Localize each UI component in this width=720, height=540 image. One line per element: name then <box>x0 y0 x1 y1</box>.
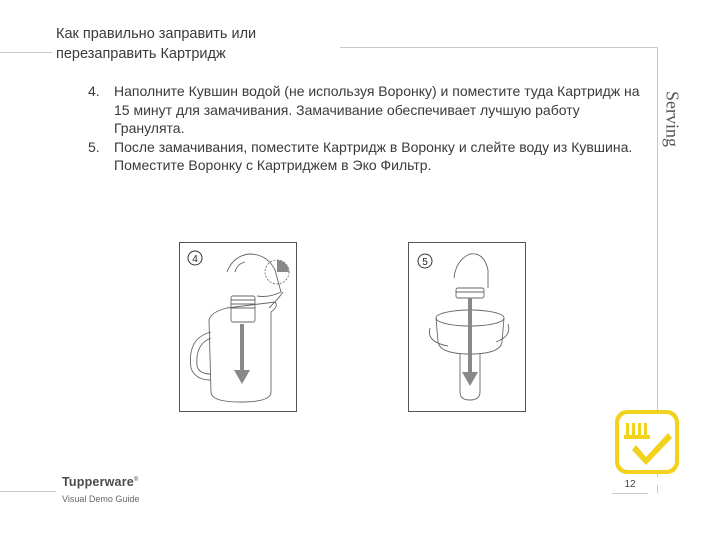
figure-step-5 <box>408 242 526 412</box>
serving-badge-icon <box>612 407 682 477</box>
step-text: После замачивания, поместите Картридж в Воронку и слейте воду из Кувшина. Поместите Воронку с Картриджем в Эко Фильтр. <box>114 138 633 173</box>
pitcher-illustration <box>190 254 283 402</box>
footer-subtitle: Visual Demo Guide <box>62 494 140 504</box>
step-number: 4. <box>88 83 100 99</box>
brand-logo <box>62 475 139 489</box>
page-title-line-1: Как правильно заправить или <box>56 26 257 42</box>
step-text: Наполните Кувшин водой (не используя Воронку) и поместите туда Картридж на 15 минут для замачивания. Замачивание обеспечивает лучшую работу Гранулята. <box>114 83 640 136</box>
figure-step-5-label <box>418 254 432 268</box>
page-title-line-2: перезаправить Картридж <box>56 46 226 62</box>
clock-icon <box>265 260 289 284</box>
section-label <box>662 88 682 150</box>
figure-step-5-number: 5 <box>422 257 428 268</box>
step-item <box>88 138 643 175</box>
figure-step-4-label <box>188 251 202 265</box>
figure-step-4 <box>179 242 297 412</box>
title-divider-right <box>340 47 657 48</box>
page-number-divider <box>612 493 648 494</box>
down-arrow-icon <box>234 324 250 384</box>
down-arrow-icon <box>462 298 478 386</box>
step-number: 5. <box>88 138 100 155</box>
title-divider-left <box>0 52 52 53</box>
page-title <box>56 24 256 64</box>
section-divider-vertical-end <box>657 485 658 493</box>
brand-mark: ® <box>133 476 139 483</box>
section-label-text: Serving <box>662 91 683 147</box>
figure-step-4-number: 4 <box>192 254 198 265</box>
instruction-steps <box>88 82 643 175</box>
step-item <box>88 82 643 138</box>
footer-divider <box>0 491 56 492</box>
brand-name: Tupperware <box>62 475 134 489</box>
page-number: 12 <box>624 479 636 490</box>
